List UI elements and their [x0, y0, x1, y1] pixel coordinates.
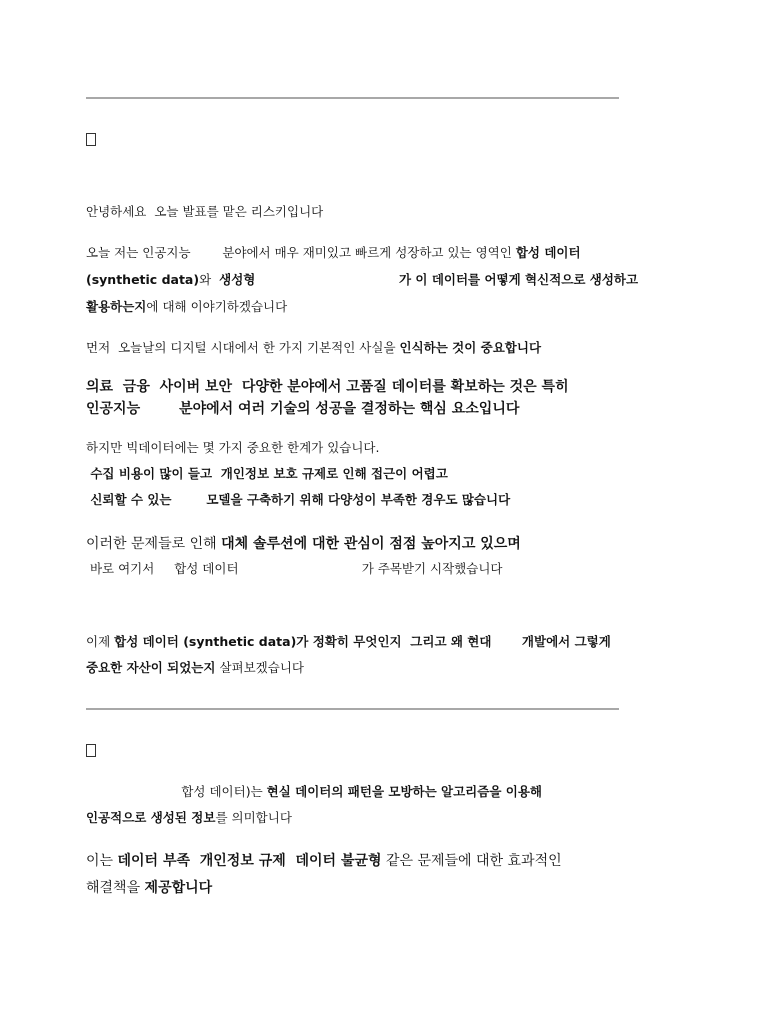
solution-line-1: 이는 데이터 부족 개인정보 규제 데이터 불균형 같은 문제들에 대한 효과적인: [86, 853, 562, 869]
placeholder-box-icon-2: [86, 744, 96, 757]
fact-line: 먼저 오늘날의 디지털 시대에서 한 가지 기본적인 사실을 인식하는 것이 중요합니다: [86, 340, 542, 355]
domains-line-1: 의료 금융 사이버 보안 다양한 분야에서 고품질 데이터를 확보하는 것은 특히: [86, 379, 569, 395]
intro-line-3: 활용하는지에 대해 이야기하겠습니다: [86, 299, 288, 314]
divider-middle: [86, 708, 619, 710]
greeting-line: 안녕하세요 오늘 발표를 맡은 리스키입니다: [86, 204, 324, 219]
placeholder-box-icon: [86, 133, 96, 146]
intro-line-2: (synthetic data)와 생성형 가 이 데이터를 어떻게 혁신적으로 생성하고: [86, 272, 639, 287]
transition-line-2: 중요한 자산이 되었는지 살펴보겠습니다: [86, 660, 304, 675]
limits-line-3: 신뢰할 수 있는 모델을 구축하기 위해 다양성이 부족한 경우도 많습니다: [86, 492, 511, 507]
definition-line-1: 합성 데이터)는 현실 데이터의 패턴을 모방하는 알고리즘을 이용해: [86, 784, 542, 799]
alternative-line-2: 바로 여기서 합성 데이터 가 주목받기 시작했습니다: [86, 561, 503, 576]
limits-line-2: 수집 비용이 많이 들고 개인정보 보호 규제로 인해 접근이 어렵고: [86, 466, 448, 481]
limits-line-1: 하지만 빅데이터에는 몇 가지 중요한 한계가 있습니다.: [86, 440, 380, 455]
transition-line-1: 이제 합성 데이터 (synthetic data)가 정확히 무엇인지 그리고 왜 현대 개발에서 그렇게: [86, 634, 611, 649]
intro-line-1: 오늘 저는 인공지능 분야에서 매우 재미있고 빠르게 성장하고 있는 영역인 합성 데이터: [86, 245, 581, 260]
definition-line-2: 인공적으로 생성된 정보를 의미합니다: [86, 810, 292, 825]
alternative-line-1: 이러한 문제들로 인해 대체 솔루션에 대한 관심이 점점 높아지고 있으며: [86, 536, 521, 552]
divider-top: [86, 97, 619, 99]
domains-line-2: 인공지능 분야에서 여러 기술의 성공을 결정하는 핵심 요소입니다: [86, 401, 520, 417]
solution-line-2: 해결책을 제공합니다: [86, 880, 213, 896]
